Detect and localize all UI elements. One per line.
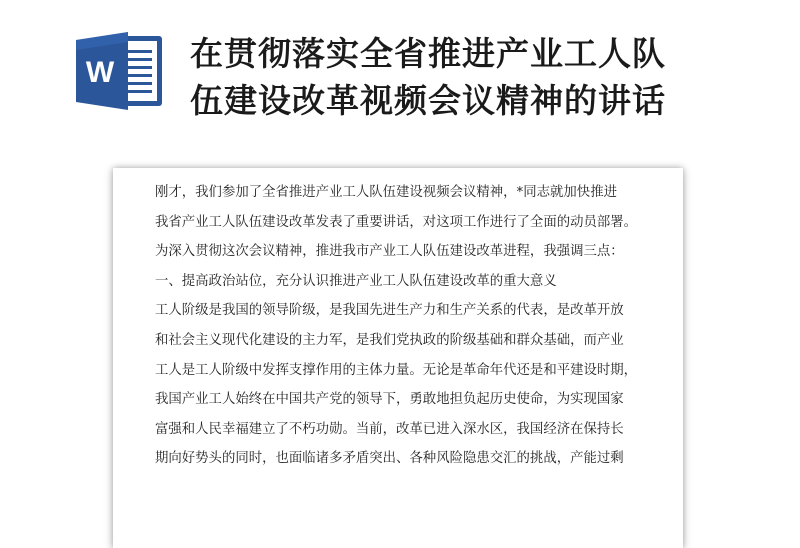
document-line: 我国产业工人始终在中国共产党的领导下，勇敢地担负起历史使命，为实现国家 xyxy=(155,392,624,408)
page-title xyxy=(190,30,790,124)
document-line: 工人是工人阶级中发挥支撑作用的主体力量。无论是革命年代还是和平建设时期， xyxy=(155,362,638,378)
title-line-1: 在贯彻落实全省推进产业工人队 xyxy=(190,34,666,73)
word-document-icon xyxy=(74,30,168,112)
header xyxy=(0,0,800,150)
word-icon-letter: W xyxy=(85,56,115,89)
document-body xyxy=(155,178,655,474)
document-line: 刚才，我们参加了全省推进产业工人队伍建设视频会议精神，*同志就加快推进 xyxy=(155,185,617,200)
document-line: 工人阶级是我国的领导阶级，是我国先进生产力和生产关系的代表，是改革开放 xyxy=(155,303,624,319)
document-line: 期向好势头的同时，也面临诸多矛盾突出、各种风险隐患交汇的挑战，产能过剩 xyxy=(155,451,624,467)
document-line: 我省产业工人队伍建设改革发表了重要讲话，对这项工作进行了全面的动员部署。 xyxy=(155,214,638,230)
title-line-2: 伍建设改革视频会议精神的讲话 xyxy=(190,81,666,120)
document-line: 和社会主义现代化建设的主力军，是我们党执政的阶级基础和群众基础，而产业 xyxy=(155,332,624,348)
document-line: 为深入贯彻这次会议精神，推进我市产业工人队伍建设改革进程，我强调三点： xyxy=(155,244,624,260)
document-line: 富强和人民幸福建立了不朽功勋。当前，改革已进入深水区，我国经济在保持长 xyxy=(155,421,624,437)
document-page-preview xyxy=(113,168,683,548)
section-heading: 一、提高政治站位，充分认识推进产业工人队伍建设改革的重大意义 xyxy=(155,273,557,289)
